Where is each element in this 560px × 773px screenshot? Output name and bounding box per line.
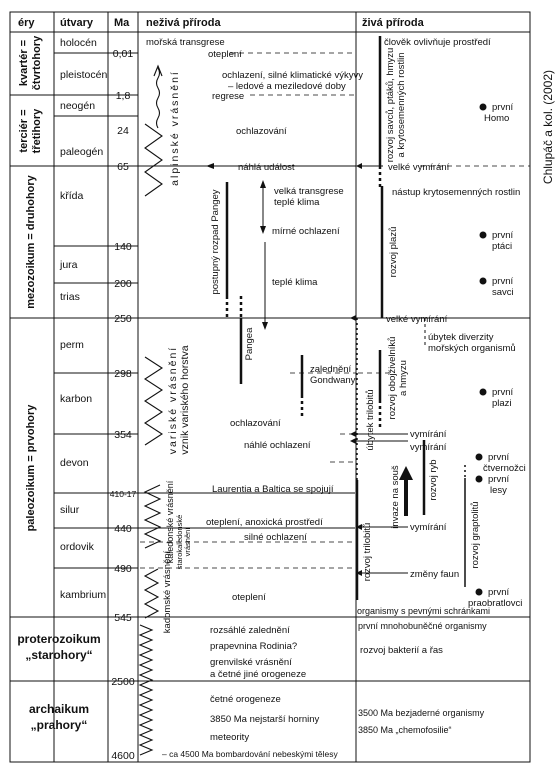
precambrian-zigzag — [140, 625, 152, 755]
txt-first-protovert: první — [488, 587, 510, 598]
label-variscan-2: vznik variského horstva — [179, 345, 191, 455]
period-neogen: neogén — [60, 100, 96, 112]
txt-fish: rozvoj ryb — [428, 459, 439, 501]
txt-tetrapods: čtvernožci — [483, 463, 526, 474]
period-devon: devon — [60, 457, 89, 469]
living-texts — [357, 37, 526, 735]
ma-410: 410-17 — [109, 489, 137, 499]
txt-laurentia: Laurentia a Baltica se spojují — [212, 484, 334, 495]
ma-200: 200 — [114, 278, 132, 290]
dot-reptiles — [480, 389, 487, 396]
txt-sudden-event: náhlá událost — [238, 162, 295, 173]
label-caledonian: kaledonské vrásnění — [165, 480, 175, 564]
txt-strong-cooling: silné ochlazení — [244, 532, 307, 543]
txt-trilobite-decline: úbytek trilobitů — [365, 389, 376, 451]
ma-354: 354 — [114, 429, 132, 441]
txt-mass-extinction-pt: velké vymírání — [386, 314, 448, 325]
ma-24: 24 — [117, 125, 129, 137]
txt-multicell: první mnohobuněčné organismy — [358, 621, 487, 631]
label-staro-1: starokaledonské — [175, 514, 184, 570]
txt-diversity-2: mořských organismů — [428, 343, 516, 354]
era-labels-horizontal — [17, 632, 100, 732]
txt-amph-1: rozvoj obojživelníků — [387, 336, 398, 420]
label-variscan-1: variské vrásnění — [167, 345, 179, 455]
ma-298: 298 — [114, 368, 132, 380]
txt-transgression-2: teplé klima — [274, 197, 320, 208]
label-staro-2: vrásnění — [183, 527, 192, 557]
txt-graptolites: rozvoj graptolitů — [470, 501, 481, 569]
header-eras: éry — [18, 17, 35, 29]
txt-mammals-dev-2: a krytosemenných rostlin — [396, 52, 407, 158]
ma-140: 140 — [114, 241, 132, 253]
period-paleogen: paleogén — [60, 146, 104, 158]
ma-440: 440 — [114, 523, 132, 535]
txt-cooling: ochlazování — [236, 126, 287, 137]
txt-amph-2: a hmyzu — [398, 360, 409, 396]
txt-pangaea-breakup: postupný rozpad Pangey — [210, 189, 221, 295]
txt-regression: regrese — [212, 91, 245, 102]
dot-tetrapods — [476, 454, 483, 461]
txt-first-forests: první — [488, 474, 510, 485]
period-perm: perm — [60, 339, 84, 351]
period-karbon: karbon — [60, 393, 93, 405]
dashed-guides — [140, 53, 530, 568]
txt-prot-1: rozsáhlé zalednění — [210, 625, 290, 636]
period-silur: silur — [60, 504, 80, 516]
era-archaikum-2: „prahory“ — [30, 718, 88, 732]
txt-carb-cooling: ochlazování — [230, 418, 281, 429]
era-kvarter-2: čtvrtohory — [31, 35, 43, 91]
txt-glaciation-2: Gondwany — [310, 375, 356, 386]
alpine-arrowhead — [154, 66, 162, 76]
dot-protovertebrates — [476, 589, 483, 596]
txt-arch-1: četné orogeneze — [210, 694, 281, 705]
txt-arch-3: meteority — [210, 732, 250, 743]
txt-chemofossils: 3850 Ma „chemofosilie“ — [358, 725, 452, 735]
header-units: útvary — [60, 17, 94, 29]
txt-extinction-3: vymírání — [410, 522, 447, 533]
caledonian-zigzag — [145, 485, 160, 548]
dot-mammals — [480, 278, 487, 285]
period-jura: jura — [60, 259, 78, 271]
column-headers — [18, 17, 425, 29]
ma-250: 250 — [114, 313, 132, 325]
alpine-zigzag — [145, 124, 162, 196]
txt-shells: organismy s pevnými schránkami — [357, 606, 491, 616]
txt-trilobites: rozvoj trilobitů — [362, 522, 373, 582]
txt-bacteria: rozvoj bakterií a řas — [360, 645, 443, 656]
txt-first-tetrapods: první — [488, 452, 510, 463]
txt-glaciation-1: zalednění — [310, 364, 352, 375]
txt-first-mammals: první — [492, 276, 514, 287]
txt-forests: lesy — [490, 485, 507, 496]
txt-prot-3: grenvilské vrásnění — [210, 657, 292, 668]
txt-fauna-changes: změny faun — [410, 569, 460, 580]
era-archaikum-1: archaikum — [28, 702, 90, 716]
invasion-arrow — [399, 466, 413, 516]
txt-arch-4: – ca 4500 Ma bombardování nebeskými tělesy — [162, 749, 338, 759]
txt-transgression-1: velká transgrese — [274, 186, 344, 197]
alpine-wave — [157, 68, 160, 128]
txt-invasion-land: invaze na souš — [390, 465, 401, 529]
txt-mammals-dev-1: rozvoj savců, ptáků, hmyzu — [385, 47, 396, 163]
era-proterozoikum-2: „starohory“ — [25, 648, 93, 662]
txt-first-homo: první — [492, 102, 514, 113]
period-trias: trias — [60, 291, 80, 303]
period-kambrium: kambrium — [60, 589, 107, 601]
orogeny-zigzags — [140, 66, 162, 755]
txt-extinction-2: vymírání — [410, 442, 447, 453]
cadomian-zigzag — [145, 569, 158, 618]
txt-warming: oteplení — [208, 49, 242, 60]
txt-first-birds: první — [492, 230, 514, 241]
txt-angiosperms: nástup krytosemenných rostlin — [392, 187, 521, 198]
txt-human-influence: člověk ovlivňuje prostředí — [384, 37, 491, 48]
period-labels — [59, 37, 107, 601]
source-credit: Chlupáč a kol. (2002) — [541, 70, 555, 185]
header-living: živá příroda — [362, 17, 424, 29]
ma-2500: 2500 — [111, 676, 135, 688]
era-paleozoikum: paleozoikum = prvohory — [25, 404, 37, 532]
ma-labels — [110, 48, 137, 762]
dot-forests — [476, 476, 483, 483]
txt-mild-cooling: mírné ochlazení — [272, 226, 340, 237]
era-proterozoikum-1: proterozoikum — [17, 632, 101, 646]
txt-pangaea: Pangea — [244, 327, 255, 361]
txt-prokaryotes: 3500 Ma bezjaderné organismy — [358, 708, 485, 718]
period-pleistocen: pleistocén — [60, 69, 108, 81]
txt-sudden-cooling: náhlé ochlazení — [244, 440, 311, 451]
txt-pleist-2: – ledové a meziledové doby — [228, 81, 346, 92]
txt-marine-transgression: mořská transgrese — [146, 37, 225, 48]
label-cadomian: kadomské vrásnění — [162, 550, 173, 634]
label-alpine: alpinské vrásnění — [169, 70, 181, 186]
period-ordovik: ordovik — [60, 541, 94, 553]
txt-protovert: praobratlovci — [468, 598, 523, 609]
dot-birds — [480, 232, 487, 239]
txt-first-reptiles: první — [492, 387, 514, 398]
txt-reptiles-short: plazi — [492, 398, 512, 409]
period-krida: křída — [60, 190, 84, 202]
txt-pleist-1: ochlazení, silné klimatické výkyvy — [222, 70, 363, 81]
orogeny-labels — [162, 70, 192, 633]
txt-prot-2: prapevnina Rodinia? — [210, 641, 298, 652]
txt-warming-anoxic: oteplení, anoxická prostředí — [206, 517, 323, 528]
txt-prot-4: a četné jiné orogeneze — [210, 669, 307, 680]
ma-545: 545 — [114, 612, 132, 624]
txt-arch-2: 3850 Ma nejstarší horniny — [210, 714, 320, 725]
ma-490: 490 — [114, 563, 132, 575]
txt-homo: Homo — [484, 113, 510, 124]
era-mezozoikum: mezozoikum = druhohory — [25, 175, 37, 309]
era-terciar-1: terciér = — [18, 109, 30, 153]
txt-mammals: savci — [492, 287, 514, 298]
txt-reptiles: rozvoj plazů — [388, 226, 399, 278]
ma-65: 65 — [117, 161, 129, 173]
txt-birds: ptáci — [492, 241, 513, 252]
period-holocen: holocén — [60, 37, 97, 49]
header-ma: Ma — [114, 17, 130, 29]
header-nonliving: neživá příroda — [146, 17, 221, 29]
txt-extinction-1: vymírání — [410, 429, 447, 440]
era-kvarter-1: kvartér = — [18, 39, 30, 87]
variscan-zigzag — [145, 357, 162, 445]
era-labels — [18, 35, 43, 531]
era-terciar-2: třetihory — [31, 108, 43, 154]
ma-4600: 4600 — [111, 750, 135, 762]
txt-warm-climate: teplé klima — [272, 277, 318, 288]
ma-0-01: 0,01 — [112, 48, 134, 60]
txt-mass-extinction-kt: velké vymírání — [388, 162, 450, 173]
txt-cambrian-warming: oteplení — [232, 592, 266, 603]
dot-homo — [480, 104, 487, 111]
txt-diversity-1: úbytek diverzity — [428, 332, 494, 343]
ma-1-8: 1,8 — [115, 90, 131, 102]
